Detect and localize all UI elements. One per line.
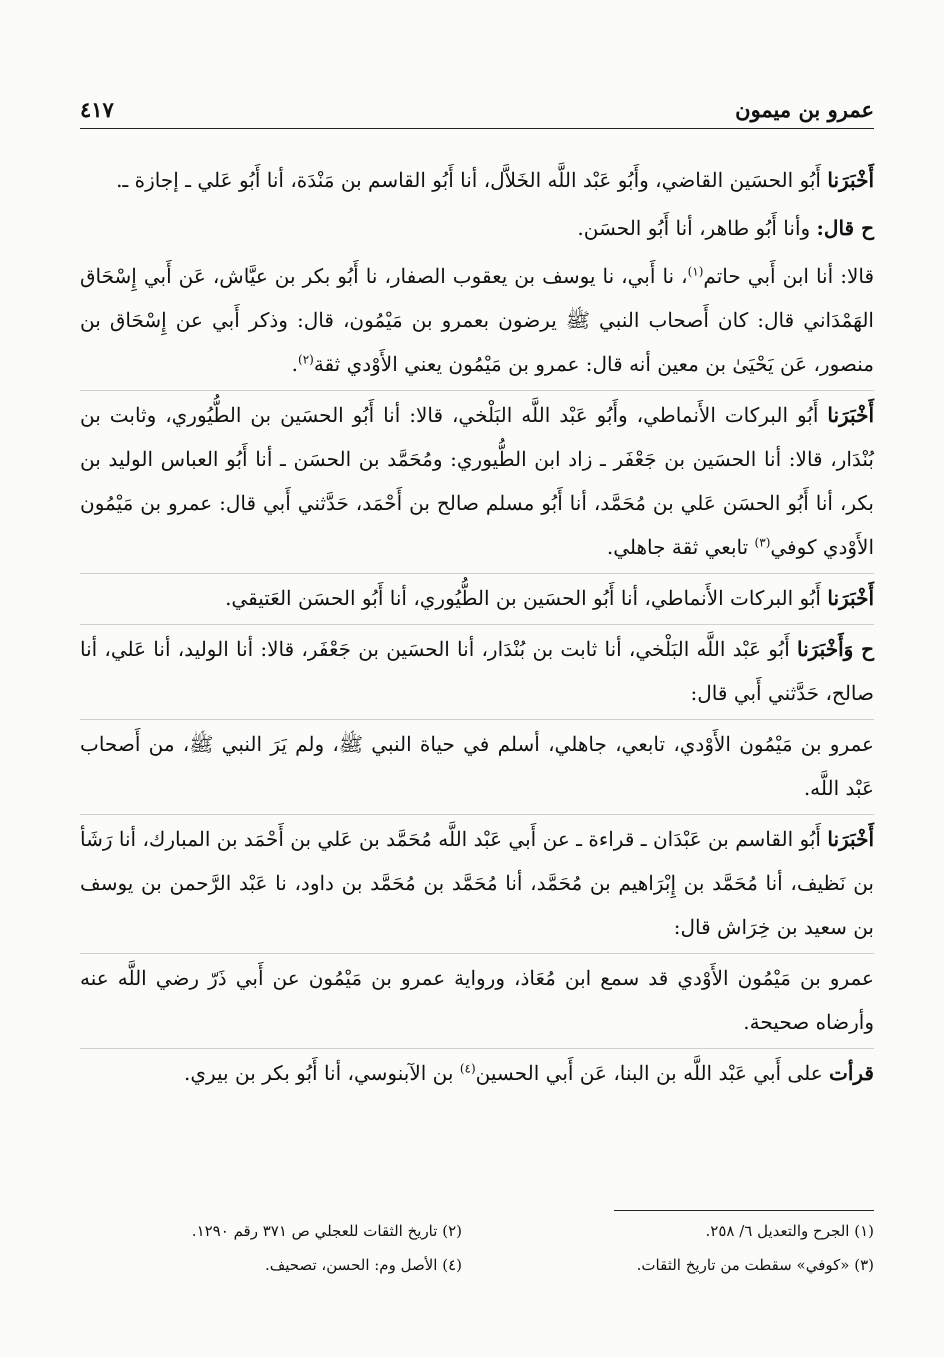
paragraph	[80, 953, 874, 1044]
footnote-marker[interactable]: (٢)	[298, 352, 314, 367]
footnote-number: (٢)	[442, 1222, 462, 1240]
paragraph-text: أَبُو الحسَين القاضي، وأَبُو عَبْد اللَّه الخَلاَّل، أنا أَبُو القاسم بن مَنْدَة، أنا أَبُو عَلي ـ إجازة ـ.	[116, 168, 828, 192]
footnote	[492, 1218, 874, 1244]
footnote	[492, 1252, 874, 1278]
footnote-text: تاريخ الثقات للعجلي ص ٣٧١ رقم ١٢٩٠.	[191, 1222, 438, 1240]
footnote-text: «كوفي» سقطت من تاريخ الثقات.	[636, 1256, 850, 1274]
paragraph-text: عمرو بن مَيْمُون الأَوْدي، تابعي، جاهلي، أسلم في حياة النبي ﷺ، ولم يَرَ النبي ﷺ، من أَصحاب عَبْد اللَّه.	[80, 732, 874, 800]
paragraph-text: على أَبي عَبْد اللَّه بن البنا، عَن أَبي الحسين	[475, 1061, 830, 1085]
footnote-marker[interactable]: (٤)	[459, 1061, 476, 1076]
paragraph	[80, 573, 874, 620]
footnote-number: (٣)	[854, 1256, 874, 1274]
footnote	[80, 1252, 462, 1278]
footnote-marker[interactable]: (٣)	[754, 535, 771, 550]
paragraph	[80, 254, 874, 386]
paragraph-text: أَبُو القاسم بن عَبْدَان ـ قراءة ـ عن أَبي عَبْد اللَّه مُحَمَّد بن عَلي بن أَحْمَد بن المبارك، أنا رَشَأ بن نَظيف، أنا مُحَمَّد بن إِبْرَاهيم بن مُحَمَّد، أنا مُحَمَّد بن مُحَمَّد بن داود، نا عَبْد الرَّحمن بن يوسف بن سعيد بن خِرَاش قال:	[80, 827, 874, 939]
footnotes	[80, 1218, 874, 1278]
paragraph-lead: ح وَأَخْبَرَنا	[796, 637, 874, 661]
paragraph-text: تابعي ثقة جاهلي.	[606, 535, 755, 559]
page-header	[80, 88, 874, 129]
paragraph-lead: قرأت	[829, 1061, 874, 1085]
main-text	[80, 158, 874, 1099]
page-number: ٤١٧	[80, 97, 114, 122]
footnote-marker[interactable]: (١)	[687, 264, 704, 279]
paragraph-lead: أَخْبَرَنا	[827, 827, 874, 851]
running-title: عمرو بن ميمون	[735, 97, 874, 122]
footnote-text: الجرح والتعديل ٦/ ٢٥٨.	[705, 1222, 850, 1240]
paragraph-text: ، نا أَبي، نا يوسف بن يعقوب الصفار، نا أَبُو بكر بن عيَّاش، عَن أَبي إِسْحَاق الهَمْدَاني قال: كان أَصحاب النبي ﷺ يرضون بعمرو بن مَيْمُون، قال: وذكر أَبي عن إِسْحَاق بن منصور، عَن يَحْيَىٰ بن معين أنه قال: عمرو بن مَيْمُون يعني الأَوْدي ثقة	[80, 264, 874, 376]
paragraph-text: .	[291, 352, 298, 376]
footnote-number: (١)	[854, 1222, 874, 1240]
paragraph	[80, 158, 874, 202]
paragraph-lead: أَخْبَرَنا	[827, 586, 874, 610]
paragraph-lead: ح قال:	[816, 216, 874, 240]
paragraph	[80, 206, 874, 250]
paragraph-text: عمرو بن مَيْمُون الأَوْدي قد سمع ابن مُعَاذ، ورواية عمرو بن مَيْمُون عن أَبي ذَرّ رضي اللَّه عنه وأرضاه صحيحة.	[80, 966, 874, 1034]
paragraph	[80, 390, 874, 569]
footnote-text: الأصل وم: الحسن، تصحيف.	[264, 1256, 438, 1274]
footnote	[80, 1218, 462, 1244]
paragraph-text: وأنا أَبُو طاهر، أنا أَبُو الحسَن.	[577, 216, 817, 240]
paragraph-text: قالا: أنا ابن أَبي حاتم	[703, 264, 874, 288]
paragraph	[80, 719, 874, 810]
paragraph-text: أَبُو البركات الأَنماطي، أنا أَبُو الحسَين بن الطُّيُوري، أنا أَبُو الحسَن العَتيقي.	[225, 586, 828, 610]
paragraph-text: أَبُو عَبْد اللَّه البَلْخي، أنا ثابت بن بُنْدَار، أنا الحسَين بن جَعْفَر، قالا: أنا الوليد، أنا عَلي، أنا صالح، حَدَّثني أَبي قال:	[80, 637, 874, 705]
paragraph-text: بن الآبنوسي، أنا أَبُو بكر بن بيري.	[183, 1061, 460, 1085]
footnote-divider	[614, 1210, 874, 1211]
paragraph-lead: أَخْبَرَنا	[827, 168, 874, 192]
paragraph-lead: أَخْبَرَنا	[827, 403, 874, 427]
paragraph-text: أَبُو البركات الأَنماطي، وأَبُو عَبْد اللَّه البَلْخي، قالا: أنا أَبُو الحسَين بن الطُّيُوري، وثابت بن بُنْدَار، قالا: أنا الحسَين بن جَعْفَر ـ زاد ابن الطُّيوري: ومُحَمَّد بن الحسَن ـ أنا أَبُو العباس الوليد بن بكر، أنا أَبُو الحسَن عَلي بن مُحَمَّد، أنا أَبُو مسلم صالح بن أَحْمَد، حَدَّثني أَبي قال: عمرو بن مَيْمُون الأَوْدي كوفي	[80, 403, 874, 559]
paragraph	[80, 624, 874, 715]
paragraph	[80, 1048, 874, 1095]
paragraph	[80, 814, 874, 949]
footnote-number: (٤)	[442, 1256, 462, 1274]
